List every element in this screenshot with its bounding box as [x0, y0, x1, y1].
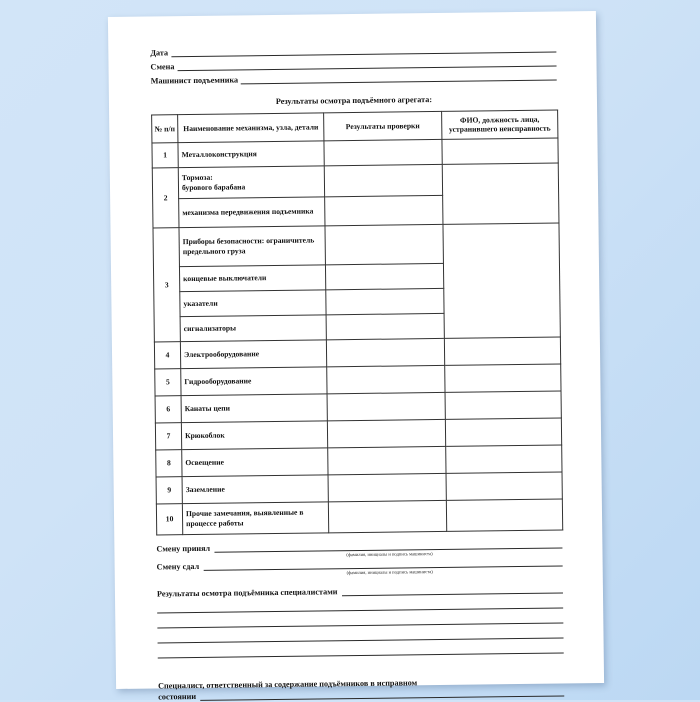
row-fio[interactable] — [444, 337, 560, 365]
row-check[interactable] — [326, 288, 444, 314]
responsible-line-2: состоянии — [158, 692, 197, 702]
row-name: Металлоконструкция — [178, 141, 324, 168]
specialists-blank-line-3[interactable] — [157, 628, 563, 643]
specialists-rule[interactable] — [341, 584, 563, 596]
row-num: 1 — [152, 143, 178, 168]
table-row — [152, 163, 558, 199]
row-name: сигнализаторы — [180, 315, 326, 342]
column-header-check: Результаты проверки — [324, 111, 442, 140]
row-fio[interactable] — [446, 445, 562, 473]
header-label-operator: Машинист подъемника — [150, 75, 239, 86]
specialists-blank-line-1[interactable] — [157, 598, 563, 613]
row-name: Прочие замечания, выявленные в процессе работы — [182, 502, 328, 535]
column-header-fio: ФИО, должность лица, устранившего неисправность — [442, 110, 558, 139]
header-field-operator — [151, 72, 557, 86]
row-fio[interactable] — [443, 223, 560, 338]
table-row — [156, 499, 562, 535]
row-check[interactable] — [328, 500, 446, 532]
header-label-date: Дата — [150, 48, 169, 58]
row-check[interactable] — [328, 473, 446, 501]
specialists-block — [157, 584, 564, 658]
specialists-label: Результаты осмотра подъёмника специалистами — [156, 587, 338, 599]
row-name: Крюкоблок — [181, 421, 327, 450]
header-rule-date[interactable] — [171, 44, 556, 58]
row-num: 2 — [152, 168, 179, 228]
specialists-blank-line-2[interactable] — [157, 613, 563, 628]
row-num: 10 — [156, 504, 182, 535]
header-rule-shift[interactable] — [177, 58, 556, 72]
specialists-blank-line-4[interactable] — [158, 643, 564, 658]
document-content — [150, 44, 564, 702]
row-name: механизма передвижения подъемника — [179, 197, 325, 228]
row-check[interactable] — [325, 263, 443, 289]
signature-block — [156, 539, 562, 577]
row-check[interactable] — [327, 365, 445, 393]
row-name: концевые выключатели — [179, 265, 325, 292]
row-num: 8 — [156, 450, 182, 477]
row-check[interactable] — [325, 195, 443, 225]
row-name: Электрооборудование — [180, 340, 326, 369]
row-fio[interactable] — [445, 364, 561, 392]
document-sheet — [108, 11, 604, 702]
row-name: Приборы безопасности: ограничитель предельного груза — [179, 226, 325, 267]
row-fio[interactable] — [442, 163, 559, 224]
signature-caption-accepted: (фамилия, инициалы и подпись машиниста) — [346, 551, 433, 558]
row-num: 7 — [155, 423, 181, 450]
row-name: Освещение — [182, 448, 328, 477]
row-check[interactable] — [324, 139, 442, 165]
responsible-line-1: Специалист, ответственный за содержание подъёмников в исправном — [158, 678, 418, 691]
row-fio[interactable] — [445, 391, 561, 419]
row-fio[interactable] — [442, 138, 558, 164]
row-check[interactable] — [326, 338, 444, 366]
row-num: 6 — [155, 396, 181, 423]
signature-label-handed: Смену сдал — [156, 561, 200, 572]
column-header-num: № п/п — [152, 115, 178, 143]
row-name: Заземление — [182, 475, 328, 504]
row-num: 5 — [155, 369, 181, 396]
inspection-table — [151, 110, 563, 536]
row-num: 3 — [153, 228, 180, 342]
table-row — [153, 223, 559, 267]
row-check[interactable] — [325, 224, 443, 264]
row-fio[interactable] — [446, 472, 562, 500]
specialists-row — [157, 584, 563, 598]
signature-caption-handed: (фамилия, инициалы и подпись машиниста) — [346, 569, 433, 576]
column-header-name: Наименование механизма, узла, детали — [178, 113, 324, 143]
row-check[interactable] — [324, 164, 442, 196]
row-name: Гидрооборудование — [181, 367, 327, 396]
row-check[interactable] — [326, 313, 444, 339]
row-name: Тормоза: бурового барабана — [178, 166, 324, 199]
row-check[interactable] — [327, 419, 445, 447]
section-title: Результаты осмотра подъёмного агрегата: — [275, 95, 433, 106]
signature-label-accepted: Смену принял — [156, 543, 211, 554]
header-field-date — [150, 44, 556, 58]
header-field-shift — [150, 58, 556, 72]
row-fio[interactable] — [445, 418, 561, 446]
row-fio[interactable] — [446, 499, 562, 531]
row-name: Канаты цепи — [181, 394, 327, 423]
header-label-shift: Смена — [150, 62, 175, 72]
responsible-block — [158, 675, 564, 701]
row-num: 9 — [156, 477, 182, 504]
row-check[interactable] — [327, 392, 445, 420]
row-check[interactable] — [328, 446, 446, 474]
header-rule-operator[interactable] — [241, 72, 557, 85]
row-name: указатели — [180, 290, 326, 317]
row-num: 4 — [154, 342, 180, 369]
